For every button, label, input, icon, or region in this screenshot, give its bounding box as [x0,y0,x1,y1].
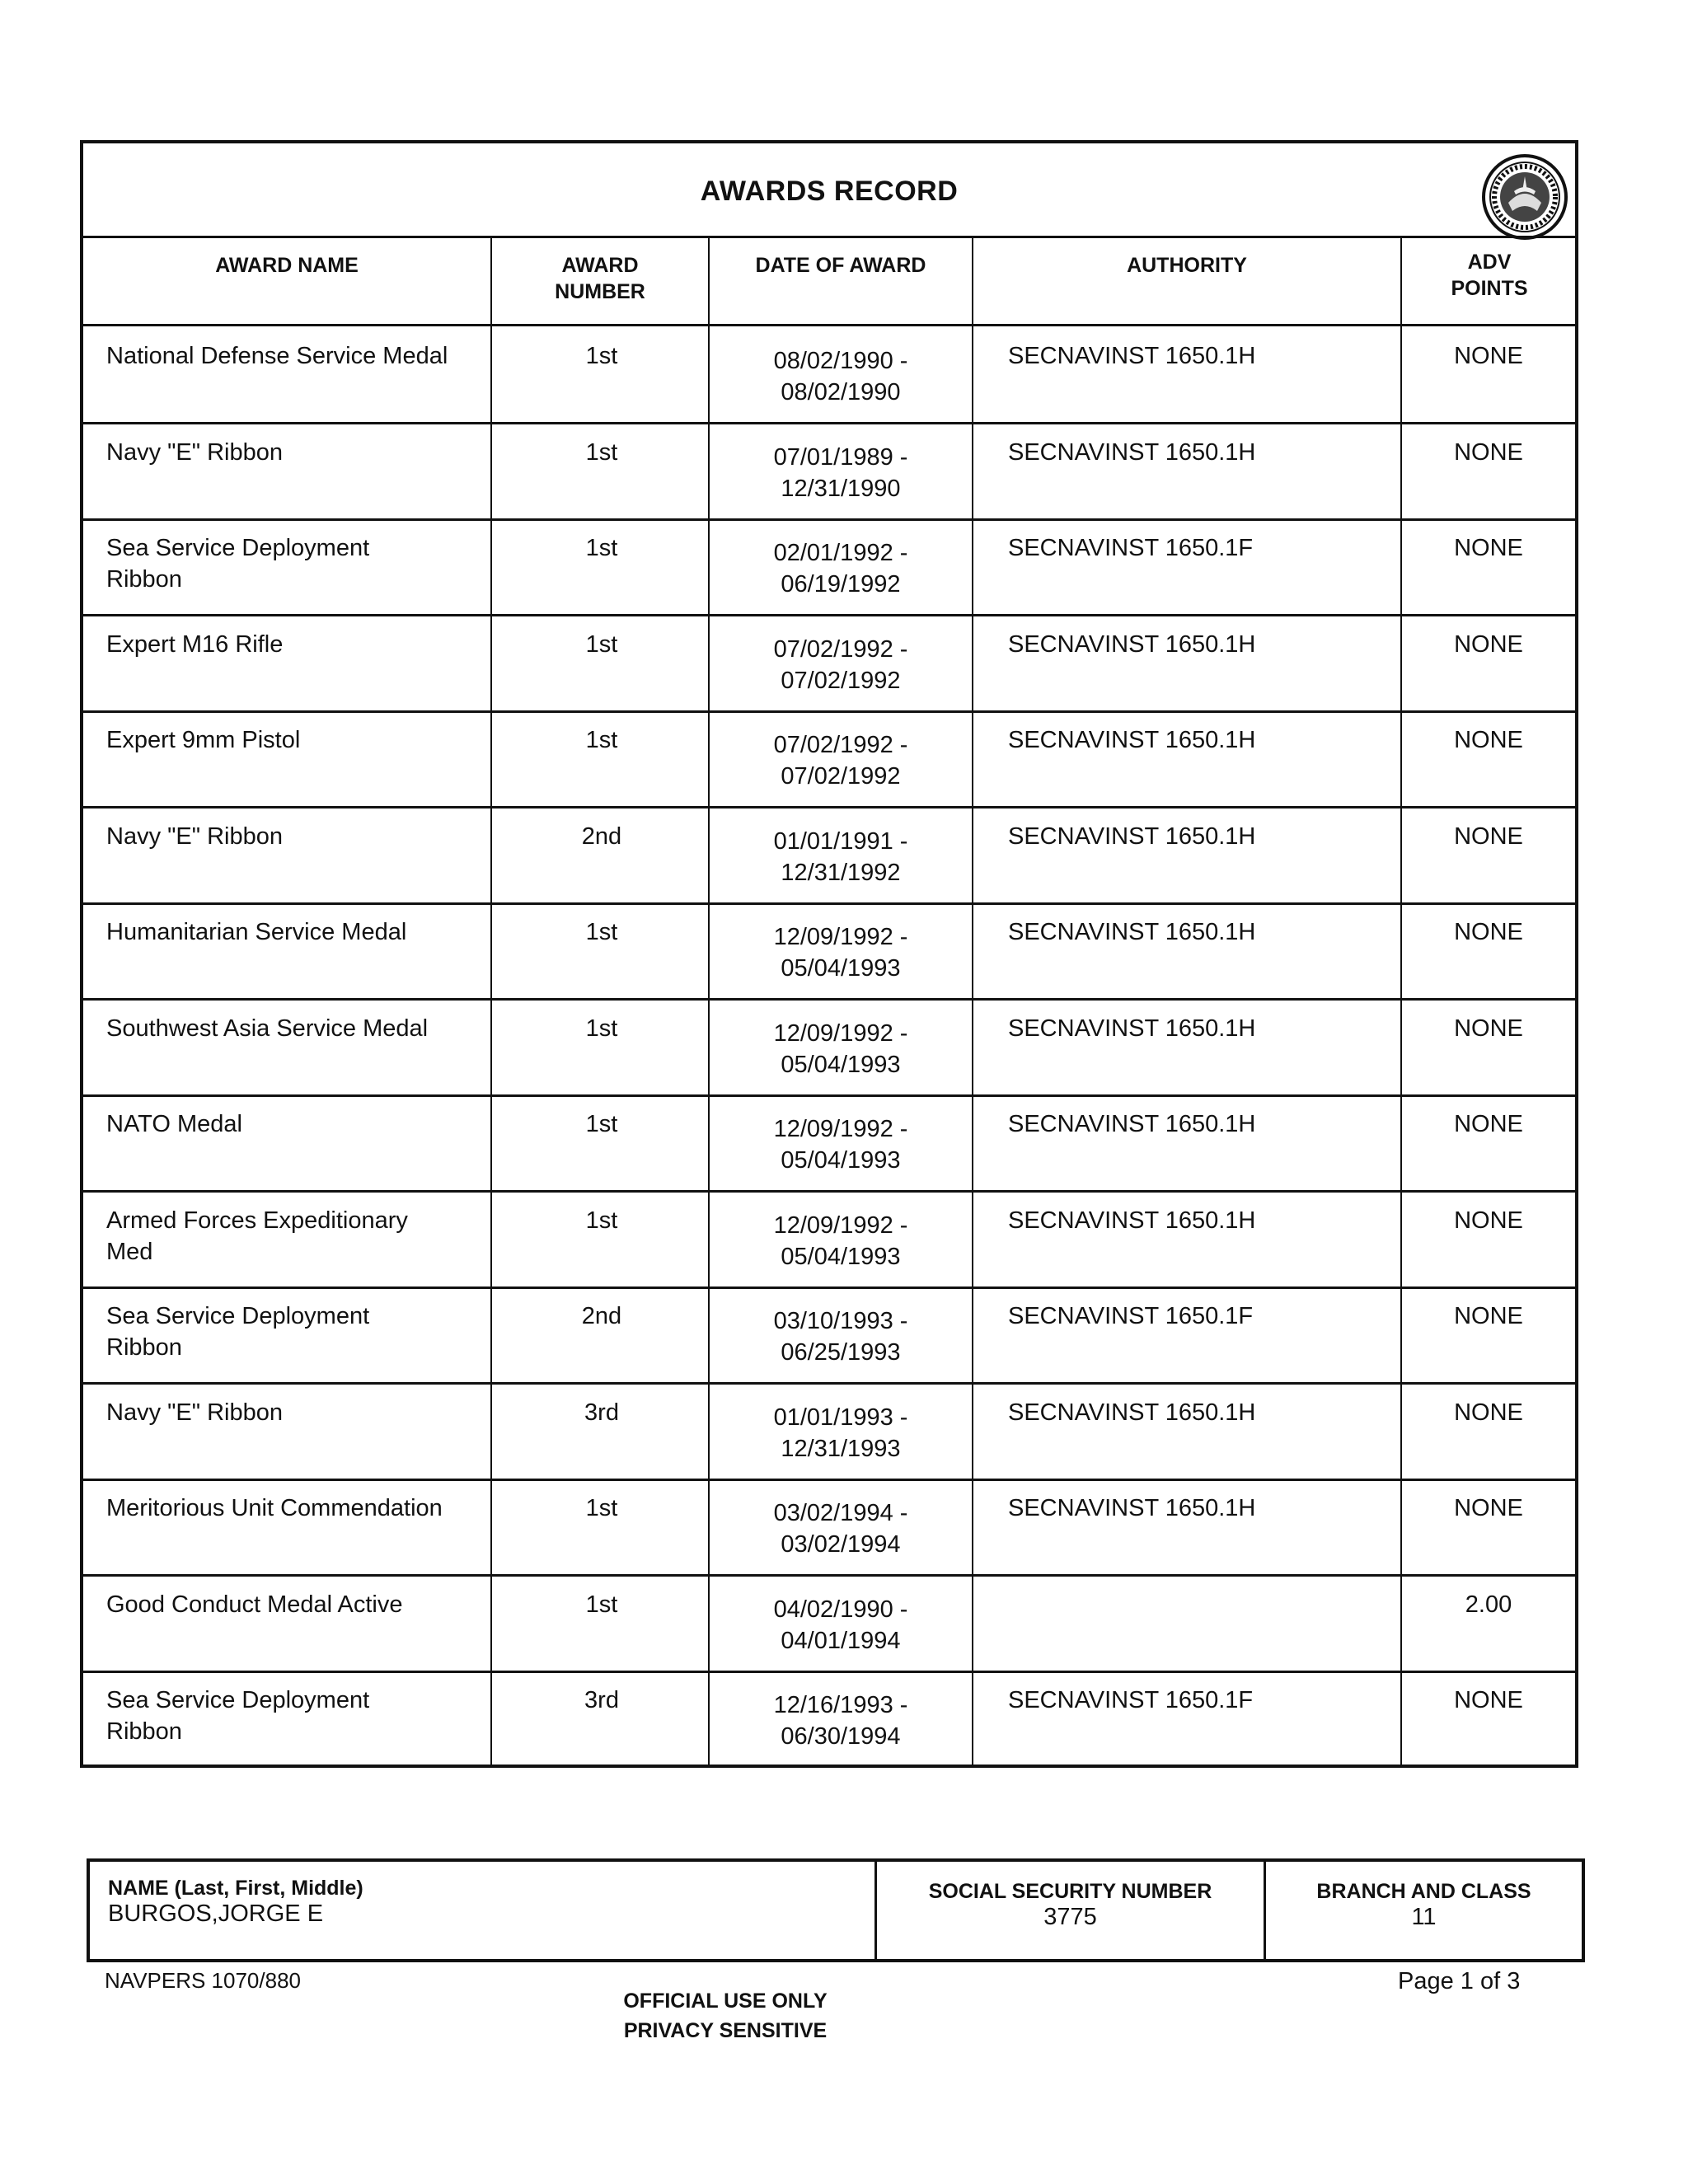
authority: SECNAVINST 1650.1H [1008,1015,1256,1042]
privacy-line: PRIVACY SENSITIVE [623,2019,828,2042]
date-to: 12/31/1993 [781,1435,901,1462]
table-row [83,521,1575,616]
authority: SECNAVINST 1650.1H [1008,343,1256,369]
date-from: 01/01/1993 - [773,1404,908,1431]
award-name-cell [106,1673,485,1769]
page-number: Page 1 of 3 [1398,1968,1521,1994]
award-name-cell [106,905,485,998]
award-date-cell [710,425,972,518]
date-from: 12/09/1992 - [773,1212,908,1239]
award-name-cell [106,809,485,902]
award-name-cell [106,1001,485,1094]
award-number: 1st [585,1015,618,1042]
date-from: 07/01/1989 - [773,443,908,471]
date-to: 07/02/1992 [781,763,901,790]
date-from: 12/09/1992 - [773,1116,908,1142]
adv-points: NONE [1454,535,1523,561]
award-name-cell [106,1577,485,1671]
award-name: Sea Service Deployment [106,1687,370,1713]
award-number: 2nd [581,1303,622,1329]
date-from: 07/02/1992 - [773,635,908,663]
official-use-line: OFFICIAL USE ONLY [623,1990,828,2013]
award-name-cell [106,521,485,614]
award-name: NATO Medal [106,1111,242,1137]
award-number: 1st [585,1495,618,1521]
date-from: 07/02/1992 - [773,732,908,758]
award-name-cell [106,1289,485,1382]
adv-points: NONE [1454,727,1523,753]
award-name-cont: Ribbon [106,566,182,593]
authority: SECNAVINST 1650.1F [1008,1303,1254,1329]
award-date-cell [710,1001,972,1094]
table-row [83,1001,1575,1097]
adv-points: NONE [1454,1207,1523,1234]
award-date-cell [710,617,972,710]
award-date-cell [710,905,972,998]
table-row [83,905,1575,1001]
name-value: BURGOS,JORGE E [108,1900,324,1927]
award-name: Navy "E" Ribbon [106,438,284,466]
award-date-cell [710,1673,972,1769]
identity-footer [87,1858,1585,1962]
award-name: Sea Service Deployment [106,535,370,561]
adv-points: NONE [1454,438,1523,466]
branch-value: 11 [1411,1904,1437,1930]
adv-points: NONE [1454,1111,1523,1137]
award-name: Sea Service Deployment [106,1303,370,1329]
award-name: Navy "E" Ribbon [106,1399,284,1426]
col-award-name: AWARD NAME [83,236,490,326]
award-number: 1st [585,1111,618,1137]
date-to: 05/04/1993 [781,1147,901,1174]
award-name-cell [106,1385,485,1479]
award-name: Southwest Asia Service Medal [106,1015,429,1042]
awards-table [80,140,1578,1768]
date-from: 03/02/1994 - [773,1500,908,1526]
date-from: 02/01/1992 - [773,540,908,566]
award-number: 1st [585,343,618,369]
date-to: 06/30/1994 [781,1723,901,1750]
table-row [83,1481,1575,1577]
col-award-number: AWARD NUMBER [492,236,708,326]
table-row [83,425,1575,521]
award-name: Humanitarian Service Medal [106,919,407,945]
date-to: 05/04/1993 [781,955,901,982]
award-name-cell [106,329,485,422]
name-label: NAME (Last, First, Middle) [108,1877,363,1900]
date-from: 03/10/1993 - [773,1308,908,1334]
authority: SECNAVINST 1650.1H [1008,823,1256,850]
authority [1008,1577,1420,1671]
award-number: 1st [585,919,618,945]
col-adv-points: ADV POINTS [1402,236,1577,326]
award-name-cell [106,1097,485,1190]
navy-seal-icon [1479,152,1570,242]
award-date-cell [710,1193,972,1286]
date-from: 04/02/1990 - [773,1596,908,1623]
table-title: AWARDS RECORD [83,143,1575,238]
date-to: 05/04/1993 [781,1243,901,1270]
col-date-of-award: DATE OF AWARD [710,236,972,326]
authority: SECNAVINST 1650.1H [1008,1111,1256,1137]
award-name: Navy "E" Ribbon [106,823,284,850]
award-name-cell [106,617,485,710]
award-name: National Defense Service Medal [106,343,448,369]
authority: SECNAVINST 1650.1H [1008,630,1256,658]
award-name-cell [106,713,485,806]
authority: SECNAVINST 1650.1H [1008,1399,1256,1426]
adv-points: NONE [1454,823,1523,850]
ssn-value: 3775 [1043,1904,1097,1930]
table-row [83,617,1575,713]
award-number: 1st [585,630,618,658]
award-number: 1st [585,1207,618,1234]
authority: SECNAVINST 1650.1H [1008,1495,1256,1521]
official-use-notice [0,1986,1451,2046]
award-name: Expert M16 Rifle [106,630,284,658]
award-date-cell [710,1097,972,1190]
adv-points: NONE [1454,1399,1523,1426]
award-number: 1st [585,535,618,561]
col-authority: AUTHORITY [973,236,1400,326]
table-row [83,1577,1575,1673]
table-row [83,1289,1575,1385]
award-date-cell [710,1481,972,1574]
adv-points: NONE [1454,1303,1523,1329]
date-to: 03/02/1994 [781,1531,901,1558]
award-name-cont: Ribbon [106,1718,182,1745]
date-from: 12/16/1993 - [773,1692,908,1718]
adv-points: NONE [1454,1687,1523,1713]
authority: SECNAVINST 1650.1H [1008,919,1256,945]
name-cell [90,1862,874,1959]
adv-points: 2.00 [1465,1591,1512,1618]
table-row [83,1385,1575,1481]
branch-label: BRANCH AND CLASS [1316,1880,1531,1903]
table-row [83,809,1575,905]
award-number: 1st [585,1591,618,1618]
award-name-cell [106,1481,485,1574]
award-date-cell [710,713,972,806]
award-date-cell [710,1385,972,1479]
award-date-cell [710,521,972,614]
award-number: 3rd [584,1399,619,1426]
adv-points: NONE [1454,630,1523,658]
award-name: Good Conduct Medal Active [106,1591,403,1618]
ssn-cell [874,1862,1264,1959]
authority: SECNAVINST 1650.1F [1008,535,1254,561]
award-name: Armed Forces Expeditionary [106,1207,408,1234]
authority: SECNAVINST 1650.1F [1008,1687,1254,1713]
date-to: 12/31/1992 [781,859,901,886]
ssn-label: SOCIAL SECURITY NUMBER [928,1880,1212,1903]
table-row [83,1097,1575,1193]
award-number: 1st [585,438,618,466]
date-to: 06/25/1993 [781,1339,901,1366]
date-to: 06/19/1992 [781,571,901,598]
date-to: 05/04/1993 [781,1051,901,1078]
form-number: NAVPERS 1070/880 [105,1968,301,1993]
award-number: 1st [585,727,618,753]
award-name-cell [106,425,485,518]
adv-points: NONE [1454,1015,1523,1042]
authority: SECNAVINST 1650.1H [1008,438,1256,466]
table-row [83,1673,1575,1769]
adv-points: NONE [1454,343,1523,369]
award-date-cell [710,809,972,902]
date-to: 07/02/1992 [781,667,901,694]
branch-cell [1264,1862,1582,1959]
award-name: Expert 9mm Pistol [106,727,301,753]
table-row [83,713,1575,808]
award-number: 3rd [584,1687,619,1713]
award-name-cell [106,1193,485,1286]
award-name-cont: Med [106,1238,153,1265]
date-from: 12/09/1992 - [773,924,908,950]
adv-points: NONE [1454,919,1523,945]
award-date-cell [710,329,972,422]
date-to: 08/02/1990 [781,379,901,405]
date-from: 08/02/1990 - [773,348,908,374]
date-to: 04/01/1994 [781,1627,901,1654]
table-row [83,329,1575,424]
table-row [83,1193,1575,1289]
authority: SECNAVINST 1650.1H [1008,1207,1256,1234]
award-name: Meritorious Unit Commendation [106,1495,443,1521]
date-from: 01/01/1991 - [773,827,908,855]
award-date-cell [710,1289,972,1382]
award-date-cell [710,1577,972,1671]
award-name-cont: Ribbon [106,1334,182,1361]
date-to: 12/31/1990 [781,475,901,502]
authority: SECNAVINST 1650.1H [1008,727,1256,753]
adv-points: NONE [1454,1495,1523,1521]
date-from: 12/09/1992 - [773,1019,908,1047]
award-number: 2nd [581,823,622,850]
